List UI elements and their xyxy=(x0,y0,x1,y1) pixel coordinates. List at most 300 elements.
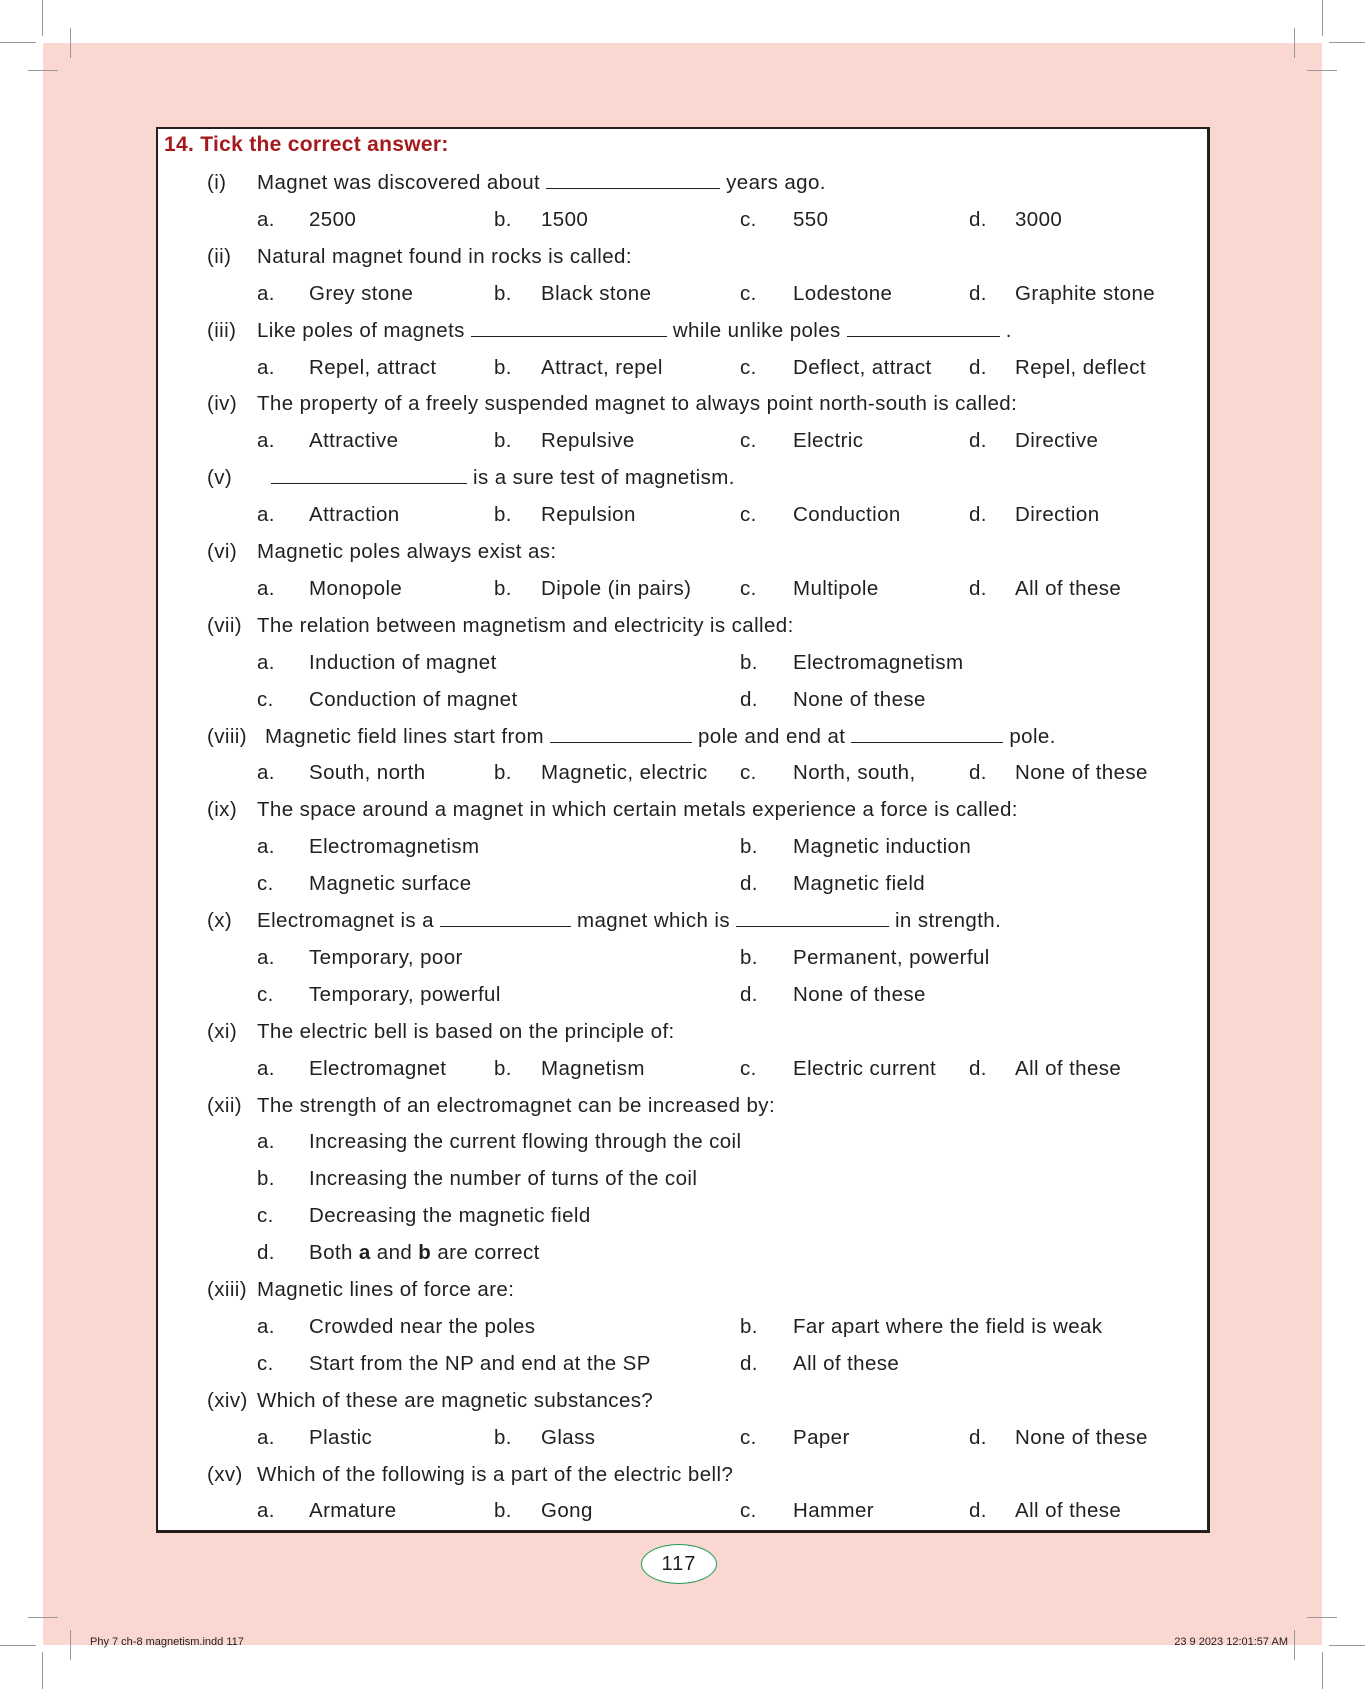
option-text[interactable] xyxy=(1015,426,1098,456)
question-text xyxy=(257,611,794,641)
option-letter: c. xyxy=(740,355,757,379)
option-text[interactable] xyxy=(309,1054,446,1084)
question-text-part: The space around a magnet in which certain metals experience a force is called: xyxy=(257,798,1018,822)
options-row xyxy=(0,1238,1365,1268)
option-text-segment: None of these xyxy=(1015,1425,1148,1449)
question-text xyxy=(257,537,557,567)
option-letter: a. xyxy=(257,835,275,859)
options-row xyxy=(0,353,1365,383)
option-letter: d. xyxy=(740,872,758,896)
options-row xyxy=(0,1054,1365,1084)
option-text-segment: All of these xyxy=(1015,1056,1122,1080)
option-letter: a. xyxy=(257,576,275,600)
option-letter: b. xyxy=(494,576,512,600)
question-text-part: pole and end at xyxy=(698,724,846,748)
option-text[interactable] xyxy=(793,1496,874,1526)
option-letter: a. xyxy=(257,207,275,231)
option-letter: c. xyxy=(740,429,757,453)
question-stem xyxy=(0,463,1365,493)
option-text[interactable] xyxy=(793,869,925,899)
question-text xyxy=(257,389,1017,419)
option-text[interactable] xyxy=(541,279,651,309)
crop-mark xyxy=(1294,1630,1295,1660)
option-text[interactable] xyxy=(309,758,426,788)
question-text-part: Electromagnet is a xyxy=(257,909,434,932)
option-text-segment: Directive xyxy=(1015,429,1099,453)
question-text-part: Magnetic field lines start from xyxy=(265,724,544,748)
option-letter: b. xyxy=(494,429,512,453)
option-text[interactable] xyxy=(309,980,501,1010)
question-number: (vii) xyxy=(207,613,243,637)
question-number: (xv) xyxy=(207,1462,243,1486)
options-row xyxy=(0,1127,1365,1157)
option-text[interactable] xyxy=(793,500,901,530)
options-row xyxy=(0,1164,1365,1194)
option-text-segment: South, north xyxy=(309,761,426,785)
question-stem xyxy=(0,722,1365,752)
option-letter: a. xyxy=(257,355,275,379)
option-letter: d. xyxy=(969,503,987,527)
option-text-segment: Black stone xyxy=(541,281,652,305)
option-text-segment: Grey stone xyxy=(309,281,414,305)
option-text-segment: 2500 xyxy=(309,207,357,231)
option-text[interactable] xyxy=(793,980,926,1010)
question-number: (i) xyxy=(207,171,227,194)
question-text-part: The electric bell is based on the principle of: xyxy=(257,1019,675,1043)
option-text[interactable] xyxy=(1015,574,1121,604)
options-row xyxy=(0,648,1365,678)
options-row xyxy=(0,980,1365,1010)
option-text-segment: Electromagnetism xyxy=(793,650,964,674)
option-text-segment: and xyxy=(370,1241,419,1265)
option-letter: c. xyxy=(257,982,274,1006)
answer-blank[interactable] xyxy=(851,722,1003,743)
option-text[interactable] xyxy=(541,205,588,235)
option-text-segment: None of these xyxy=(1015,761,1148,785)
option-letter: a. xyxy=(257,1499,275,1523)
option-letter: b. xyxy=(740,835,758,859)
option-letter: d. xyxy=(969,281,987,305)
option-text-segment: Electromagnet xyxy=(309,1056,447,1080)
crop-mark xyxy=(28,70,58,71)
question-number: (vi) xyxy=(207,540,238,563)
option-text[interactable] xyxy=(793,1349,899,1379)
question-text-part: The strength of an electromagnet can be increased by: xyxy=(257,1093,776,1117)
option-text[interactable] xyxy=(309,1201,591,1231)
footer-file-info: Phy 7 ch-8 magnetism.indd 117 xyxy=(90,1636,244,1648)
option-text[interactable] xyxy=(309,1349,651,1379)
option-text-segment: Multipole xyxy=(793,576,879,600)
option-text-segment: Monopole xyxy=(309,576,403,600)
crop-mark xyxy=(1294,28,1295,58)
option-letter: b. xyxy=(494,207,512,231)
question-text xyxy=(257,1091,775,1121)
option-letter: d. xyxy=(969,1056,987,1080)
option-text-segment: are correct xyxy=(431,1241,540,1265)
option-text-segment: Electric xyxy=(793,429,864,453)
option-text-segment: Gong xyxy=(541,1499,593,1523)
option-letter: c. xyxy=(740,1425,757,1449)
question-stem xyxy=(0,795,1365,825)
option-letter: a. xyxy=(257,650,275,674)
option-text[interactable] xyxy=(309,685,518,715)
question-number: (ix) xyxy=(207,798,238,822)
option-letter: c. xyxy=(257,1204,274,1228)
question-text xyxy=(257,1275,514,1305)
option-text[interactable] xyxy=(793,832,971,862)
question-number: (xi) xyxy=(207,1019,238,1043)
option-text[interactable] xyxy=(309,1164,697,1194)
question-text xyxy=(257,795,1018,825)
option-text-segment: North, south, xyxy=(793,761,916,785)
option-text-segment: Both xyxy=(309,1241,359,1265)
question-stem xyxy=(0,1386,1365,1416)
option-letter: a. xyxy=(257,1130,275,1154)
option-text[interactable] xyxy=(309,353,437,383)
question-text-part: The property of a freely suspended magnet to always point north-south is called: xyxy=(257,392,1018,416)
question-text-part: Magnetic poles always exist as: xyxy=(257,540,557,563)
option-text[interactable] xyxy=(541,500,636,530)
options-row xyxy=(0,832,1365,862)
option-letter: c. xyxy=(257,1351,274,1375)
option-letter: c. xyxy=(740,576,757,600)
options-row xyxy=(0,1496,1365,1526)
option-text[interactable] xyxy=(1015,205,1062,235)
crop-mark xyxy=(1307,70,1337,71)
question-stem xyxy=(0,537,1365,567)
crop-mark xyxy=(1307,1617,1337,1618)
option-text[interactable] xyxy=(1015,279,1155,309)
option-text[interactable] xyxy=(309,279,413,309)
option-text-segment: All of these xyxy=(793,1351,900,1375)
option-text-segment: None of these xyxy=(793,982,926,1006)
option-text-segment: Repulsion xyxy=(541,503,636,527)
answer-blank[interactable] xyxy=(440,906,571,927)
crop-mark xyxy=(70,1630,71,1660)
option-text[interactable] xyxy=(1015,1496,1121,1526)
question-text xyxy=(257,1017,675,1047)
option-text-segment: 1500 xyxy=(541,207,589,231)
question-text xyxy=(257,316,1012,346)
option-letter: d. xyxy=(740,687,758,711)
option-text-segment: Attract, repel xyxy=(541,355,663,379)
question-number: (iv) xyxy=(207,392,238,416)
question-text-part: while unlike poles xyxy=(672,318,841,342)
option-text[interactable] xyxy=(309,832,479,862)
option-text-segment: All of these xyxy=(1015,576,1122,600)
option-letter: c. xyxy=(740,1056,757,1080)
crop-mark xyxy=(42,1652,43,1689)
option-letter: d. xyxy=(969,429,987,453)
options-row xyxy=(0,1312,1365,1342)
option-text[interactable] xyxy=(793,426,863,456)
question-text xyxy=(257,168,826,198)
options-row xyxy=(0,869,1365,899)
question-number: (viii) xyxy=(207,724,247,748)
option-text[interactable] xyxy=(793,353,932,383)
option-letter: c. xyxy=(740,761,757,785)
question-stem xyxy=(0,316,1365,346)
answer-blank[interactable] xyxy=(736,906,889,927)
options-row xyxy=(0,205,1365,235)
option-letter: a. xyxy=(257,1056,275,1080)
crop-mark xyxy=(1329,42,1365,43)
option-text[interactable] xyxy=(1015,500,1100,530)
option-letter: b. xyxy=(494,503,512,527)
options-row xyxy=(0,1349,1365,1379)
option-text-segment: Hammer xyxy=(793,1499,874,1523)
option-letter: c. xyxy=(740,1499,757,1523)
option-letter: a. xyxy=(257,761,275,785)
option-letter: b. xyxy=(494,1425,512,1449)
option-text-segment: Decreasing the magnetic field xyxy=(309,1204,591,1228)
option-text[interactable] xyxy=(541,1054,645,1084)
question-text-part: is a sure test of magnetism. xyxy=(473,466,735,490)
option-text-segment: Start from the NP and end at the SP xyxy=(309,1351,651,1375)
option-text[interactable] xyxy=(309,1127,741,1157)
question-text-part: magnet which is xyxy=(576,909,730,932)
option-text-segment: Magnetic field xyxy=(793,872,926,896)
option-text-segment: Armature xyxy=(309,1499,397,1523)
option-letter: a. xyxy=(257,945,275,969)
option-text[interactable] xyxy=(793,648,963,678)
question-text-part: pole. xyxy=(1009,724,1056,748)
question-stem xyxy=(0,1091,1365,1121)
option-text-segment: Electromagnetism xyxy=(309,835,480,859)
option-text-segment: Repel, deflect xyxy=(1015,355,1146,379)
option-text[interactable] xyxy=(1015,353,1146,383)
option-letter: d. xyxy=(969,761,987,785)
option-letter: a. xyxy=(257,429,275,453)
options-row xyxy=(0,279,1365,309)
option-text[interactable] xyxy=(309,1423,372,1453)
question-stem xyxy=(0,1460,1365,1490)
option-text[interactable] xyxy=(309,1312,535,1342)
question-number: (xii) xyxy=(207,1093,243,1117)
answer-blank[interactable] xyxy=(847,316,1000,337)
option-text-segment: Graphite stone xyxy=(1015,281,1156,305)
option-letter: c. xyxy=(257,872,274,896)
option-letter: b. xyxy=(494,1499,512,1523)
question-number: (ii) xyxy=(207,244,232,268)
option-text-segment: Repel, attract xyxy=(309,355,437,379)
option-text[interactable] xyxy=(1015,758,1148,788)
option-letter: d. xyxy=(257,1241,275,1265)
option-text-segment: Lodestone xyxy=(793,281,893,305)
option-text[interactable] xyxy=(541,1423,595,1453)
option-letter: d. xyxy=(740,1351,758,1375)
options-row xyxy=(0,943,1365,973)
option-letter: c. xyxy=(257,687,274,711)
option-text-segment: Temporary, poor xyxy=(309,945,463,969)
option-text-segment: Crowded near the poles xyxy=(309,1314,536,1338)
option-text[interactable] xyxy=(309,500,400,530)
option-letter: b. xyxy=(257,1167,275,1191)
question-text xyxy=(265,722,1056,752)
option-text-segment: Increasing the number of turns of the coil xyxy=(309,1167,698,1191)
option-text[interactable] xyxy=(309,648,497,678)
option-text[interactable] xyxy=(541,1496,593,1526)
option-text[interactable] xyxy=(793,205,828,235)
option-text-segment: Paper xyxy=(793,1425,850,1449)
option-text-segment: 3000 xyxy=(1015,207,1063,231)
option-letter: b. xyxy=(740,650,758,674)
option-letter: b. xyxy=(494,761,512,785)
option-text[interactable] xyxy=(309,869,472,899)
option-text[interactable] xyxy=(309,1238,540,1268)
footer-timestamp: 23 9 2023 12:01:57 AM xyxy=(1174,1636,1288,1648)
option-letter: d. xyxy=(969,576,987,600)
option-letter: a. xyxy=(257,503,275,527)
question-text-part: in strength. xyxy=(894,909,1002,932)
question-stem xyxy=(0,611,1365,641)
option-text[interactable] xyxy=(309,205,356,235)
option-text-segment: All of these xyxy=(1015,1499,1122,1523)
option-text-segment: Temporary, powerful xyxy=(309,982,501,1006)
option-letter: a. xyxy=(257,1425,275,1449)
question-stem xyxy=(0,389,1365,419)
options-row xyxy=(0,1423,1365,1453)
option-letter: b. xyxy=(494,355,512,379)
question-text xyxy=(265,463,735,493)
option-text-segment: Repulsive xyxy=(541,429,635,453)
question-stem xyxy=(0,242,1365,272)
option-text-segment: Electric current xyxy=(793,1056,937,1080)
option-text-segment: Conduction of magnet xyxy=(309,687,518,711)
option-text[interactable] xyxy=(309,1496,397,1526)
option-text[interactable] xyxy=(793,1423,850,1453)
option-text[interactable] xyxy=(793,279,892,309)
option-letter: d. xyxy=(969,1425,987,1449)
option-text[interactable] xyxy=(309,426,398,456)
option-text[interactable] xyxy=(793,685,926,715)
crop-mark xyxy=(0,42,36,43)
question-text xyxy=(257,1460,733,1490)
option-text-segment: Dipole (in pairs) xyxy=(541,576,692,600)
option-text-segment: Conduction xyxy=(793,503,901,527)
options-row xyxy=(0,426,1365,456)
question-number: (xiv) xyxy=(207,1388,248,1412)
question-text xyxy=(257,242,632,272)
answer-blank[interactable] xyxy=(471,316,667,337)
question-text xyxy=(257,1386,653,1416)
option-letter: d. xyxy=(969,355,987,379)
option-text-segment: Magnetic induction xyxy=(793,835,972,859)
exercise-heading: 14. Tick the correct answer: xyxy=(164,133,449,156)
option-letter: d. xyxy=(969,207,987,231)
option-text[interactable] xyxy=(541,758,708,788)
option-letter: d. xyxy=(740,982,758,1006)
question-text-part: The relation between magnetism and electricity is called: xyxy=(257,613,794,637)
option-letter: a. xyxy=(257,1314,275,1338)
crop-mark xyxy=(70,28,71,58)
question-text-part: years ago. xyxy=(726,171,826,194)
option-letter: a. xyxy=(257,281,275,305)
option-text-segment: Attraction xyxy=(309,503,400,527)
option-text[interactable] xyxy=(541,574,691,604)
option-text-segment: Magnetism xyxy=(541,1056,645,1080)
crop-mark xyxy=(28,1617,58,1618)
option-letter: b. xyxy=(494,1056,512,1080)
option-letter: b. xyxy=(494,281,512,305)
crop-mark xyxy=(1322,0,1323,36)
option-text[interactable] xyxy=(1015,1423,1148,1453)
option-text-segment: 550 xyxy=(793,207,829,231)
question-text-part: Magnetic lines of force are: xyxy=(257,1278,515,1301)
option-text[interactable] xyxy=(541,426,635,456)
question-stem xyxy=(0,906,1365,936)
option-text[interactable] xyxy=(793,1054,936,1084)
option-text[interactable] xyxy=(309,943,463,973)
option-letter: c. xyxy=(740,281,757,305)
question-number: (xiii) xyxy=(207,1278,247,1301)
option-letter: c. xyxy=(740,503,757,527)
option-letter: c. xyxy=(740,207,757,231)
option-text-segment: Deflect, attract xyxy=(793,355,932,379)
page-number: 117 xyxy=(641,1544,717,1584)
question-text xyxy=(257,906,1001,936)
crop-mark xyxy=(1329,1645,1365,1646)
answer-blank[interactable] xyxy=(550,722,692,743)
option-letter: b. xyxy=(740,1314,758,1338)
question-number: (v) xyxy=(207,466,233,490)
option-text-segment: Far apart where the field is weak xyxy=(793,1314,1103,1338)
question-text-part: Magnet was discovered about xyxy=(257,171,541,194)
option-text[interactable] xyxy=(793,943,990,973)
question-number: (x) xyxy=(207,909,233,932)
question-text-part: Which of these are magnetic substances? xyxy=(257,1388,654,1412)
option-text-segment: Plastic xyxy=(309,1425,373,1449)
question-text-part: Like poles of magnets xyxy=(257,318,465,342)
crop-mark xyxy=(0,1645,36,1646)
option-text[interactable] xyxy=(1015,1054,1121,1084)
option-text-segment: Magnetic surface xyxy=(309,872,472,896)
options-row xyxy=(0,685,1365,715)
crop-mark xyxy=(1322,1652,1323,1689)
option-text-segment: Permanent, powerful xyxy=(793,945,990,969)
answer-blank[interactable] xyxy=(546,168,720,189)
option-text-segment: Attractive xyxy=(309,429,399,453)
option-text[interactable] xyxy=(309,574,402,604)
question-text-part: Natural magnet found in rocks is called: xyxy=(257,244,632,268)
option-letter: d. xyxy=(969,1499,987,1523)
bold-term: b xyxy=(418,1241,432,1265)
question-text-part: Which of the following is a part of the electric bell? xyxy=(257,1462,734,1486)
options-row xyxy=(0,574,1365,604)
option-text-segment: Glass xyxy=(541,1425,596,1449)
option-text[interactable] xyxy=(793,758,916,788)
question-number: (iii) xyxy=(207,318,237,342)
crop-mark xyxy=(42,0,43,36)
question-text-part: . xyxy=(1005,318,1012,342)
answer-blank[interactable] xyxy=(271,463,467,484)
option-text[interactable] xyxy=(793,1312,1102,1342)
bold-term: a xyxy=(358,1241,371,1265)
option-text[interactable] xyxy=(541,353,663,383)
option-text-segment: Direction xyxy=(1015,503,1100,527)
options-row xyxy=(0,1201,1365,1231)
question-stem xyxy=(0,168,1365,198)
question-stem xyxy=(0,1017,1365,1047)
option-letter: b. xyxy=(740,945,758,969)
option-text[interactable] xyxy=(793,574,879,604)
options-row xyxy=(0,500,1365,530)
question-stem xyxy=(0,1275,1365,1305)
option-text-segment: Induction of magnet xyxy=(309,650,497,674)
option-text-segment: None of these xyxy=(793,687,926,711)
option-text-segment: Magnetic, electric xyxy=(541,761,708,785)
option-text-segment: Increasing the current flowing through the coil xyxy=(309,1130,742,1154)
